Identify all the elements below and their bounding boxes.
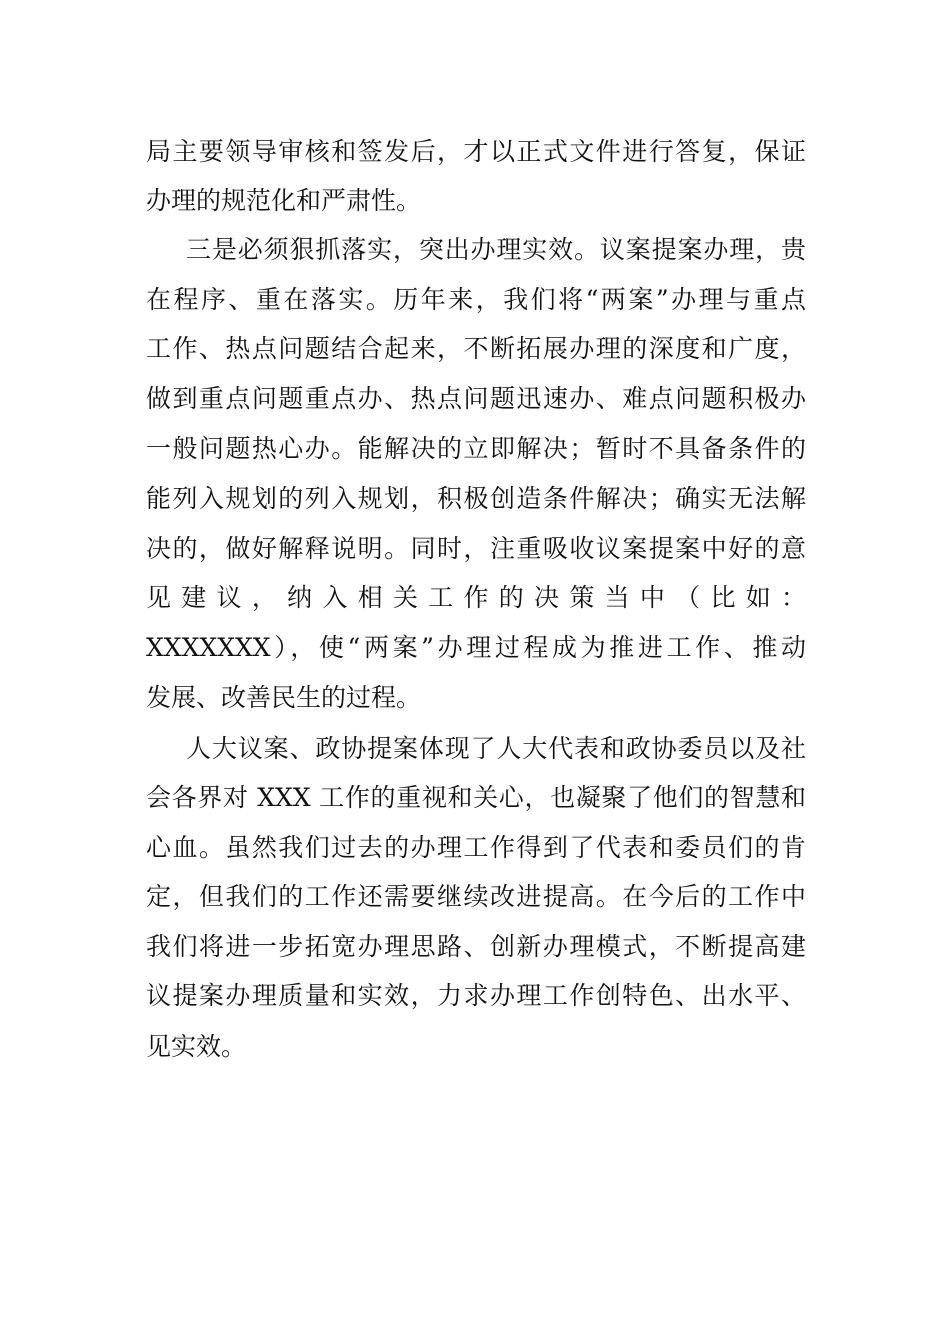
text-line: 定，但我们的工作还需要继续改进提高。在今后的工作中 bbox=[146, 882, 806, 911]
text-line: 见实效。 bbox=[146, 1032, 247, 1061]
text-line: 在程序、重在落实。历年来，我们将“两案”办理与重点 bbox=[146, 285, 806, 314]
text-line: 办理的规范化和严肃性。 bbox=[146, 186, 422, 215]
paragraph-start-line: 人大议案、政协提案体现了人大代表和政协委员以及社 bbox=[186, 734, 806, 763]
text-line: 做到重点问题重点办、热点问题迅速办、难点问题积极办 bbox=[146, 384, 806, 413]
text-line: 发展、改善民生的过程。 bbox=[146, 683, 422, 712]
paragraph-start-line: 三是必须狠抓落实，突出办理实效。议案提案办理，贵 bbox=[186, 235, 806, 264]
text-line: 能列入规划的列入规划，积极创造条件解决；确实无法解 bbox=[146, 484, 806, 513]
text-line: XXXXXXX），使“两案”办理过程成为推进工作、推动 bbox=[146, 633, 806, 662]
text-line: 我们将进一步拓宽办理思路、创新办理模式，不断提高建 bbox=[146, 932, 806, 961]
text-line: 心血。虽然我们过去的办理工作得到了代表和委员们的肯 bbox=[146, 833, 806, 862]
text-line: 一般问题热心办。能解决的立即解决；暂时不具备条件的 bbox=[146, 434, 806, 463]
text-line: 工作、热点问题结合起来，不断拓展办理的深度和广度， bbox=[146, 334, 806, 363]
text-line: 议提案办理质量和实效，力求办理工作创特色、出水平、 bbox=[146, 981, 806, 1010]
text-line: 会各界对 XXX 工作的重视和关心，也凝聚了他们的智慧和 bbox=[146, 783, 806, 812]
text-line: 局主要领导审核和签发后，才以正式文件进行答复，保证 bbox=[146, 137, 806, 166]
text-line: 见 建 议 ， 纳 入 相 关 工 作 的 决 策 当 中 （ 比 如 ： bbox=[146, 583, 806, 612]
text-line: 决的，做好解释说明。同时，注重吸收议案提案中好的意 bbox=[146, 534, 806, 563]
